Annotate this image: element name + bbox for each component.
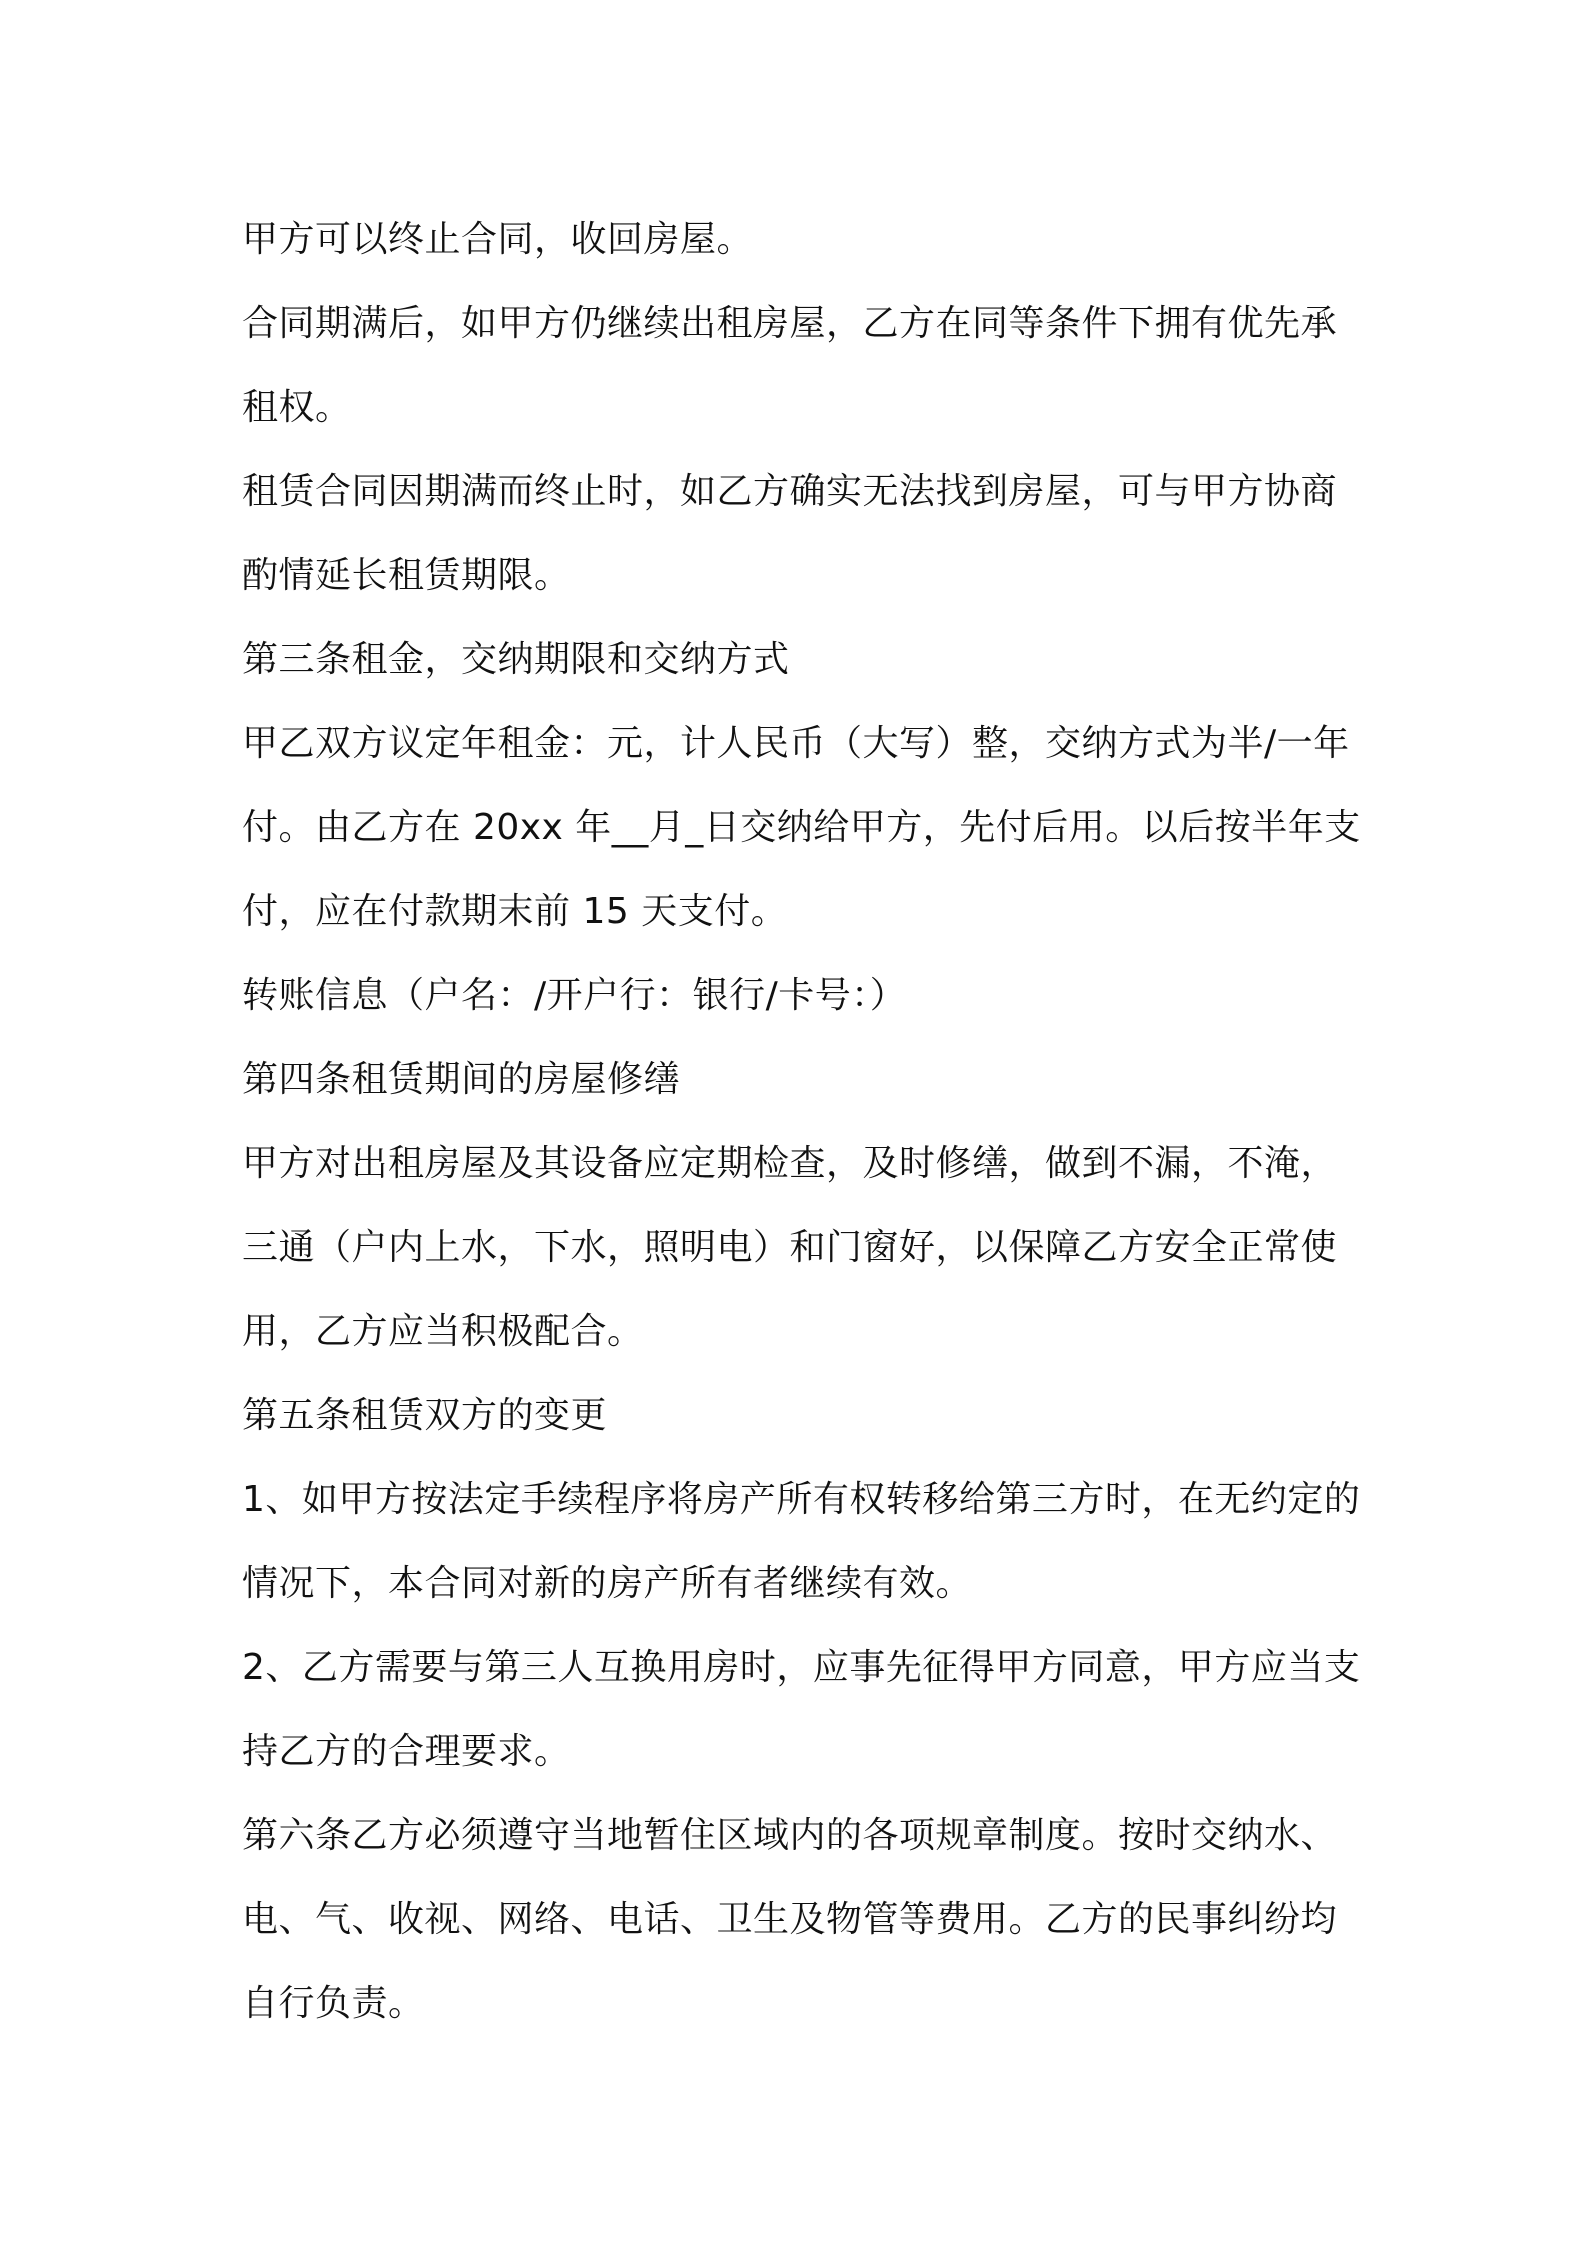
paragraph-rent-payment: 甲乙双方议定年租金：元，计人民币（大写）整，交纳方式为半/一年付。由乙方在 20xx 年__月_日交纳给甲方，先付后用。以后按半年支付，应在付款期末前 15 天支付。 [242, 723, 1361, 932]
heading-article-5: 第五条租赁双方的变更 [242, 1395, 608, 1436]
paragraph-transfer-info: 转账信息（户名：/开户行：银行/卡号：） [242, 975, 907, 1016]
paragraph-termination: 甲方可以终止合同，收回房屋。 [242, 219, 754, 260]
paragraph-extension: 租赁合同因期满而终止时，如乙方确实无法找到房屋，可与甲方协商酌情延长租赁期限。 [242, 471, 1338, 596]
paragraph-repairs: 甲方对出租房屋及其设备应定期检查，及时修缮，做到不漏，不淹，三通（户内上水，下水，照明电）和门窗好，以保障乙方安全正常使用，乙方应当积极配合。 [242, 1143, 1338, 1352]
document-body [242, 198, 1362, 2046]
paragraph-article-6: 第六条乙方必须遵守当地暂住区域内的各项规章制度。按时交纳水、电、气、收视、网络、电话、卫生及物管等费用。乙方的民事纠纷均自行负责。 [242, 1815, 1338, 2024]
paragraph-priority-renewal: 合同期满后，如甲方仍继续出租房屋，乙方在同等条件下拥有优先承租权。 [242, 303, 1338, 428]
heading-article-3: 第三条租金，交纳期限和交纳方式 [242, 639, 790, 680]
paragraph-change-2: 2、乙方需要与第三人互换用房时，应事先征得甲方同意，甲方应当支持乙方的合理要求。 [242, 1647, 1361, 1772]
heading-article-4: 第四条租赁期间的房屋修缮 [242, 1059, 681, 1100]
paragraph-change-1: 1、如甲方按法定手续程序将房产所有权转移给第三方时，在无约定的情况下，本合同对新的房产所有者继续有效。 [242, 1479, 1361, 1604]
